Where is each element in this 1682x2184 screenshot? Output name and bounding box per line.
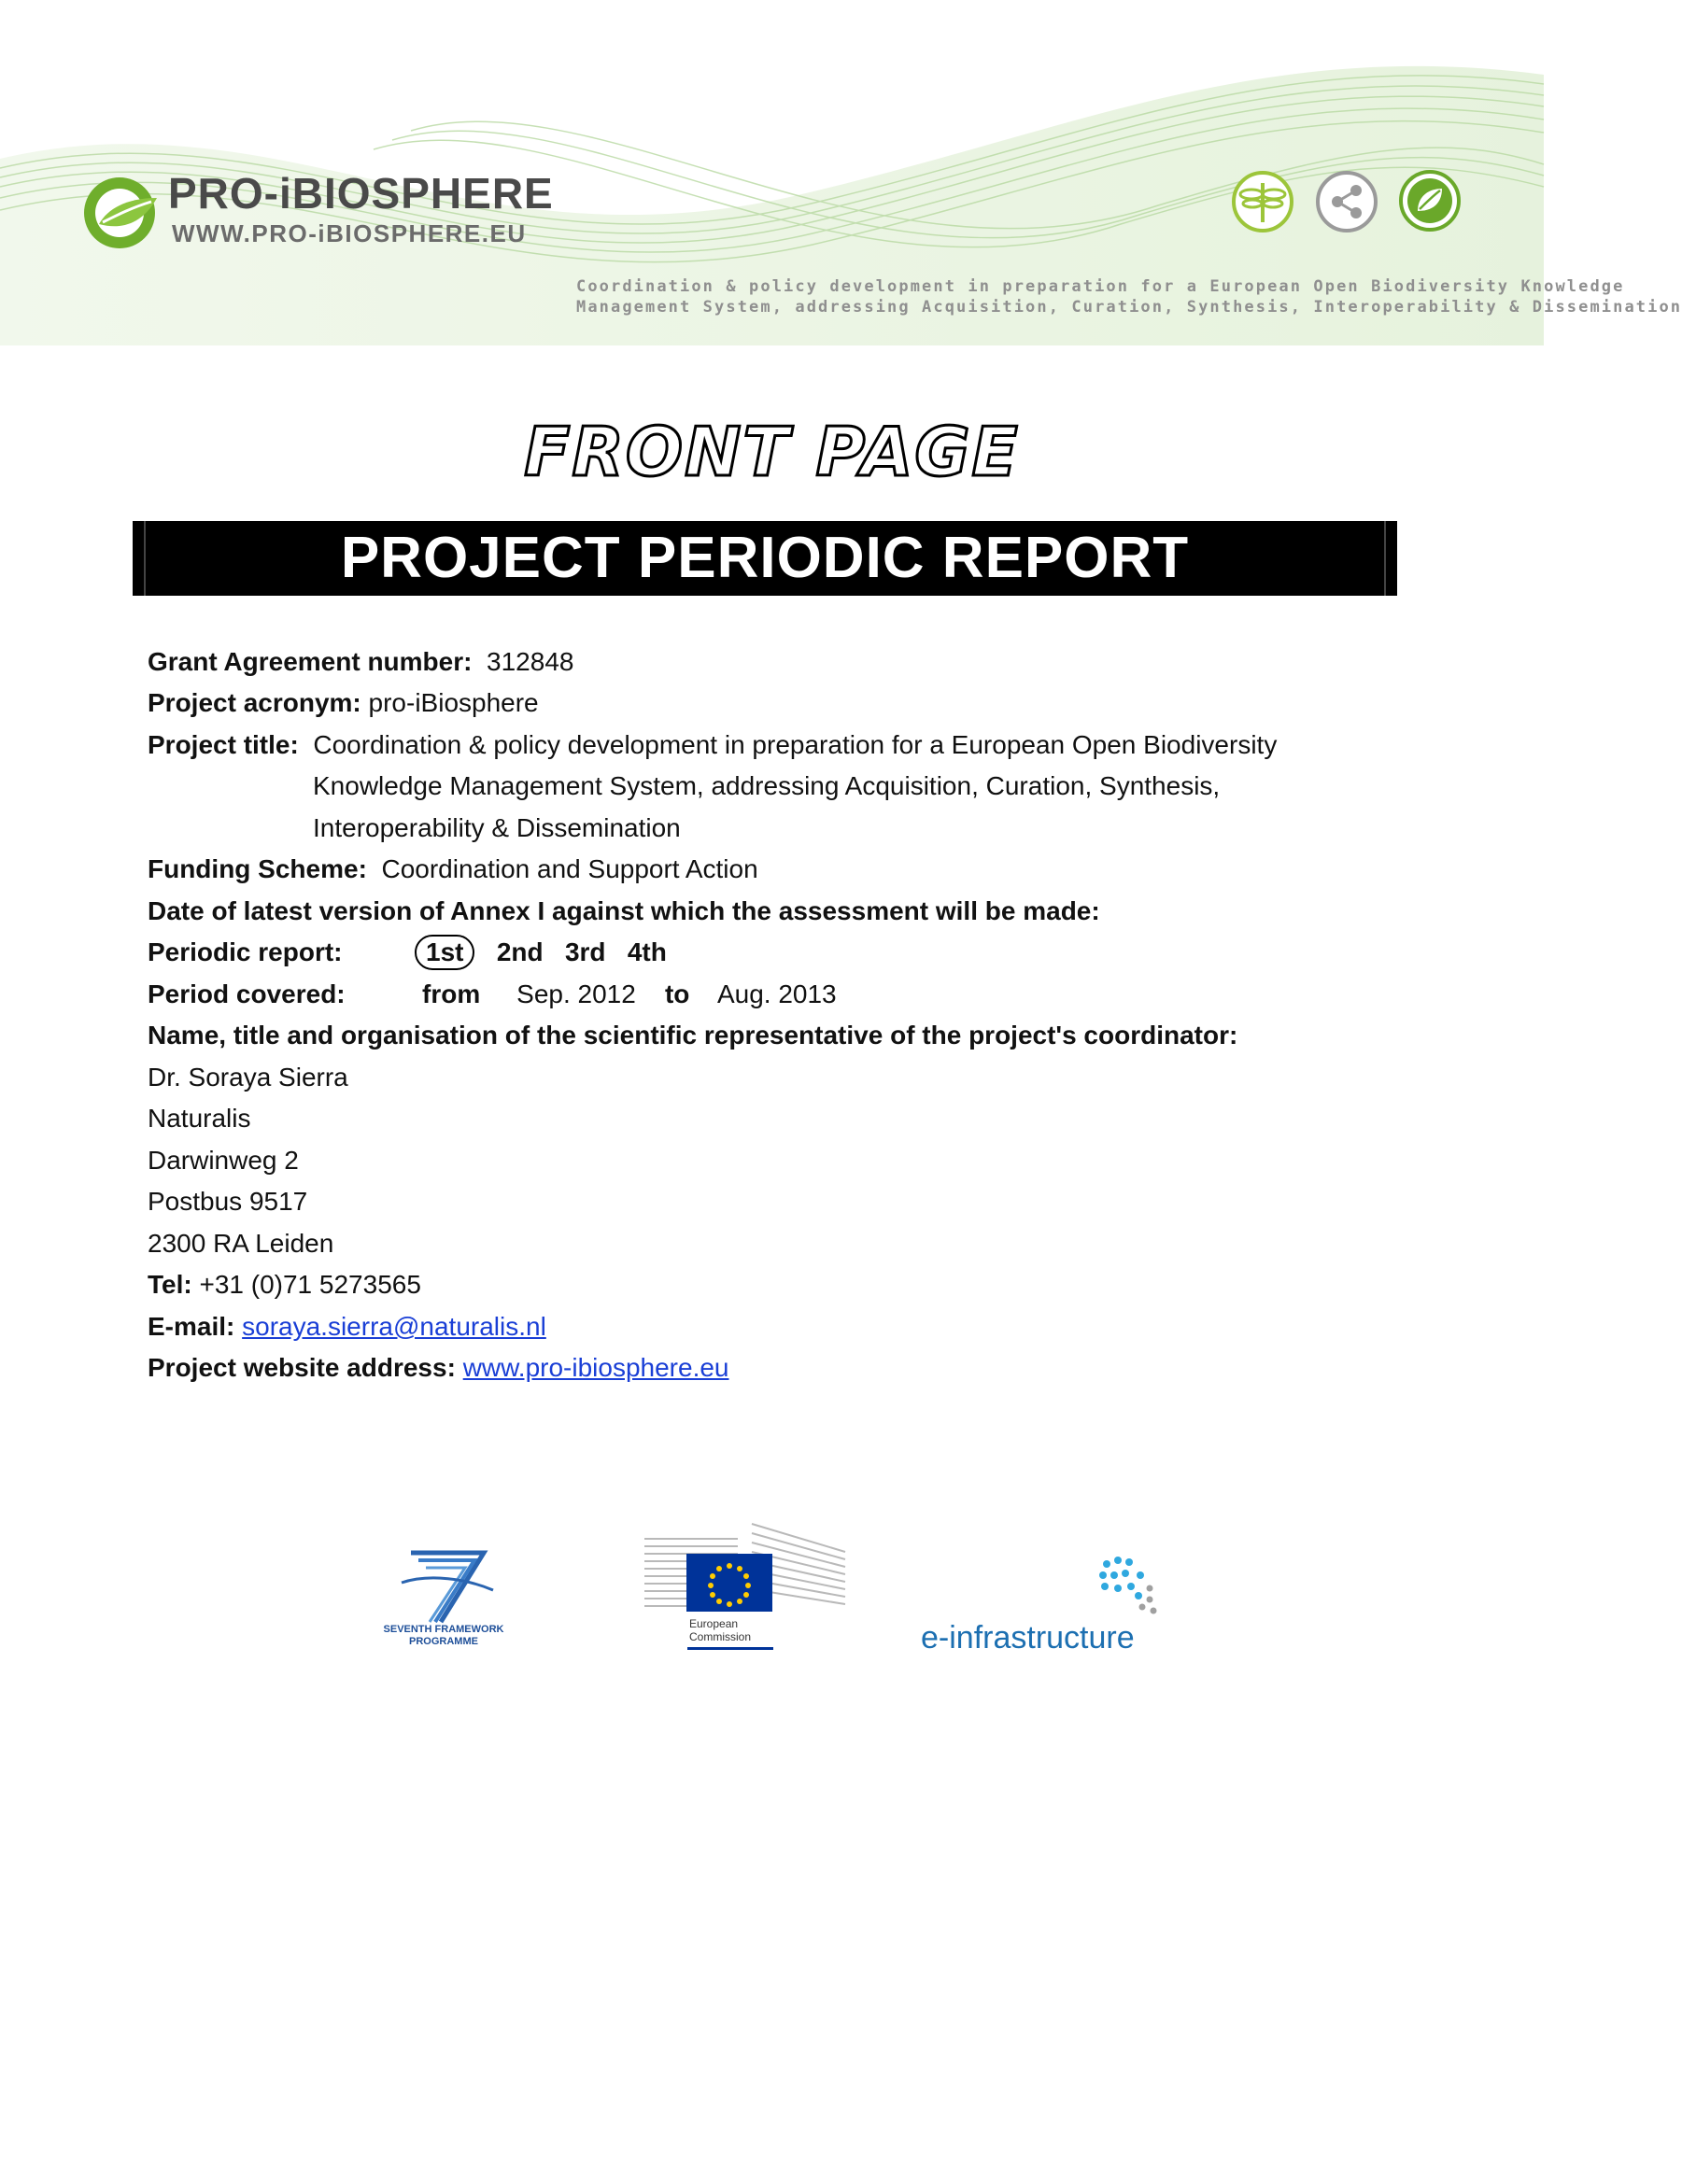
brand-url: WWW.PRO-iBIOSPHERE.EU <box>172 219 527 247</box>
representative-line: Dr. Soraya Sierra <box>148 1063 348 1092</box>
website-row <box>148 1352 729 1384</box>
front-page-title: FRONT PAGE <box>524 413 1020 491</box>
tel-label: Tel: <box>148 1270 192 1299</box>
european-commission-logo <box>644 1515 850 1655</box>
periodic-option: 4th <box>627 937 667 966</box>
e-infrastructure-text: e-infrastructure <box>921 1620 1135 1656</box>
fp7-caption-1: SEVENTH FRAMEWORK <box>383 1624 504 1635</box>
leaf-icon <box>1397 168 1463 233</box>
report-title: PROJECT PERIODIC REPORT <box>340 526 1190 590</box>
project-title-line-2: Knowledge Management System, addressing Acquisition, Curation, Synthesis, <box>313 771 1221 800</box>
tagline-line-2: Management System, addressing Acquisition, Curation, Synthesis, Interoperability & Dissemination <box>576 298 1682 317</box>
e-infrastructure-logo <box>915 1555 1195 1662</box>
acronym-label: Project acronym: <box>148 688 361 717</box>
representative-line: 2300 RA Leiden <box>148 1229 334 1258</box>
fp7-logo <box>374 1545 514 1657</box>
website-label: Project website address: <box>148 1353 456 1382</box>
project-title-row <box>148 729 1277 761</box>
dragonfly-icon <box>1231 170 1294 233</box>
period-to-value: Aug. 2013 <box>716 979 837 1008</box>
tagline-line-1: Coordination & policy development in preparation for a European Open Biodiversity Knowledge <box>576 277 1625 296</box>
email-row <box>148 1311 546 1343</box>
periodic-report-row <box>148 937 342 968</box>
period-covered-row <box>148 979 346 1010</box>
funding-label: Funding Scheme: <box>148 854 367 883</box>
annex-label: Date of latest version of Annex I against which the assessment will be made: <box>148 896 1100 925</box>
acronym-row <box>148 687 539 719</box>
representative-line: Postbus 9517 <box>148 1187 308 1216</box>
periodic-option: 2nd <box>496 937 544 966</box>
header-tagline <box>576 276 1682 317</box>
ec-underline <box>687 1647 773 1650</box>
grant-agreement-row <box>148 646 573 678</box>
funding-value: Coordination and Support Action <box>381 854 758 883</box>
tel-row <box>148 1269 421 1301</box>
period-range <box>422 979 837 1010</box>
pro-ibiosphere-logo-icon <box>80 170 164 254</box>
period-from-value: Sep. 2012 <box>516 979 636 1008</box>
email-label: E-mail: <box>148 1312 235 1341</box>
acronym-value: pro-iBiosphere <box>368 688 539 717</box>
project-title-line-3: Interoperability & Dissemination <box>313 813 681 842</box>
tel-value: +31 (0)71 5273565 <box>199 1270 421 1299</box>
period-to-label: to <box>664 979 690 1008</box>
project-title-line-1: Coordination & policy development in preparation for a European Open Biodiversity <box>313 730 1278 759</box>
email-link[interactable]: soraya.sierra@naturalis.nl <box>242 1312 546 1341</box>
representative-label: Name, title and organisation of the scientific representative of the project's coordinator: <box>148 1021 1238 1050</box>
brand-name: PRO-iBIOSPHERE <box>168 169 554 218</box>
periodic-options <box>415 935 667 970</box>
share-icon <box>1315 170 1378 233</box>
ec-caption-1: European <box>689 1617 739 1630</box>
grant-label: Grant Agreement number: <box>148 647 473 676</box>
periodic-option: 3rd <box>564 937 606 966</box>
e-infrastructure-dots-icon <box>1097 1555 1163 1620</box>
ec-caption-2: Commission <box>689 1630 752 1643</box>
european-commission-building-icon <box>644 1515 850 1617</box>
representative-line: Naturalis <box>148 1104 251 1133</box>
representative-line: Darwinweg 2 <box>148 1146 299 1175</box>
period-from-label: from <box>422 979 481 1008</box>
periodic-option-selected: 1st <box>415 935 474 970</box>
website-link[interactable]: www.pro-ibiosphere.eu <box>462 1353 729 1382</box>
fp7-seven-icon <box>374 1545 514 1625</box>
funding-row <box>148 853 758 885</box>
project-title-label: Project title: <box>148 730 299 759</box>
grant-value: 312848 <box>487 647 574 676</box>
fp7-caption-2: PROGRAMME <box>409 1636 478 1647</box>
periodic-label: Periodic report: <box>148 937 343 966</box>
period-label: Period covered: <box>148 979 346 1008</box>
